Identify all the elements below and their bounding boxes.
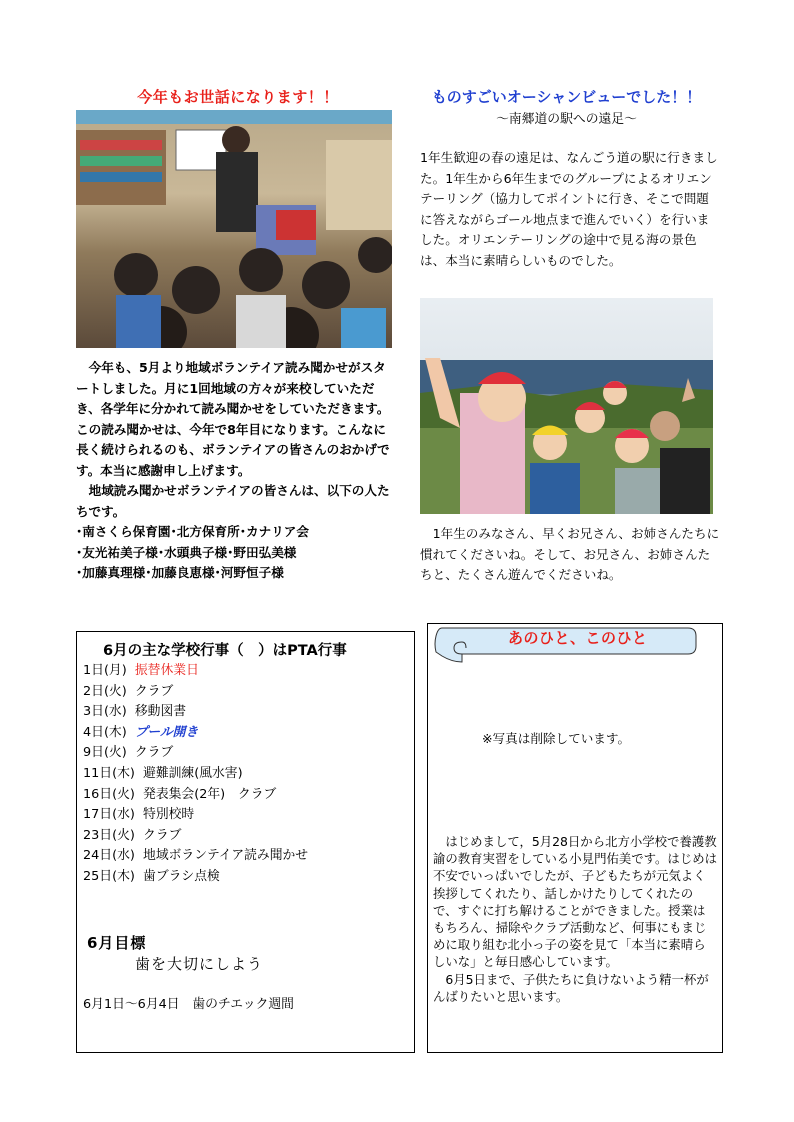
event-name: 振替休業日 [134,663,199,678]
event-date: 17日(水) [83,807,135,823]
school-events-title: 6月の主な学校行事（ ）はPTA行事 [103,643,347,659]
volunteer-name-line: ･南さくら保育園･北方保育所･カナリア会 [76,524,309,539]
tooth-check-week: 6月1日～6月4日 歯のチエック週間 [83,997,294,1012]
event-name: クラブ [134,745,174,761]
person-paragraph-2: 6月5日まで、子供たちに負けないよう精一杯がんばりたいと思います。 [433,971,709,1004]
event-row [83,785,308,806]
event-row [83,867,308,888]
event-name: 歯ブラシ点検 [143,868,220,884]
right-article-paragraph-1: 1年生歓迎の春の遠足は、なんごう道の駅に行きました。1年生から6年生までのグループによるオリエンテーリング（協力してポイントに行き、そこで問題に答えながらゴール地点まで進んでいく）を行いました。オリエンテーリングの途中で見る海の景色は、本当に素晴らしいものでした。 [420,150,718,268]
event-row [83,805,308,826]
left-article-paragraph-1: 今年も、5月より地域ボランテイア読み聞かせがスタートしました。月に1回地域の方々が来校していただき、各学年に分かれて読み聞かせをしていただきます。この読み聞かせは、今年で8年目になります。こんなに長く続けられるのも、ボランテイアの皆さんのおかげです。本当に感謝申し上げます。 [76,360,390,478]
right-article-title: ものすごいオーシャンビューでした！！ [431,88,702,106]
event-row [83,846,308,867]
volunteer-name-line: ･友光祐美子様･水頭典子様･野田弘美様 [76,544,297,560]
event-name: クラブ [134,683,174,699]
event-date: 4日(木) [83,724,127,740]
photo-removed-note: ※写真は削除しています。 [482,731,631,746]
event-date: 24日(水) [83,848,135,864]
person-introduction-box [427,623,723,1053]
event-date: 9日(火) [83,745,127,761]
person-paragraph-1: はじめまして，5月28日から北方小学校で養護教諭の教育実習をしている小見門佑美です。はじめは不安でいっぱいでしたが、子どもたちが元気よく挨拶してくれたり、話しかけたりしてくれたので、すぐに打ち解けることができました。授業はもちろん、掃除やクラブ活動など、何事にもまじめに取り組む北小っ子の姿を見て「本当に素晴らしいな」と毎日感心しています。 [433,834,717,970]
event-name: 移動図書 [134,704,187,720]
event-row [83,764,308,785]
monthly-goal-heading: 6月目標 [87,934,147,952]
reading-volunteer-photo [76,110,392,348]
person-banner-title: あのひと、このひと [508,629,648,647]
event-name: 発表集会(2年) クラブ [143,786,277,802]
event-row [83,682,308,703]
excursion-photo [420,298,713,514]
event-name: 特別校時 [143,807,195,823]
school-events-list [83,661,308,888]
event-date: 3日(水) [83,704,127,720]
event-name: クラブ [143,827,182,843]
volunteer-name-line: ･加藤真理様･加藤良恵様･河野恒子様 [76,565,284,580]
event-row [83,723,308,744]
left-article-title: 今年もお世話になります！！ [137,88,339,106]
event-name: 地域ボランテイア読み聞かせ [143,848,309,864]
right-article-paragraph-2: 1年生のみなさん、早くお兄さん、お姉さんたちに慣れてくださいね。そして、お兄さん、お姉さんたちと、たくさん遊んでくださいね。 [420,526,720,582]
left-article-paragraph-2: 地域読み聞かせボランテイアの皆さんは、以下の人たちです。 [76,483,390,519]
right-article-subtitle: ～南郷道の駅への遠足～ [496,112,637,127]
event-name: 避難訓練(風水害) [143,765,243,781]
event-date: 16日(火) [83,786,135,802]
event-name: プール開き [134,724,199,740]
event-row [83,743,308,764]
event-row [83,826,308,847]
event-date: 2日(火) [83,683,127,699]
monthly-goal-text: 歯を大切にしよう [135,955,264,973]
event-date: 23日(火) [83,827,135,843]
event-date: 1日(月) [83,663,127,678]
school-events-box [76,631,415,1053]
event-date: 11日(木) [83,765,135,781]
event-row [83,702,308,723]
event-row [83,661,308,682]
event-date: 25日(木) [83,868,135,884]
